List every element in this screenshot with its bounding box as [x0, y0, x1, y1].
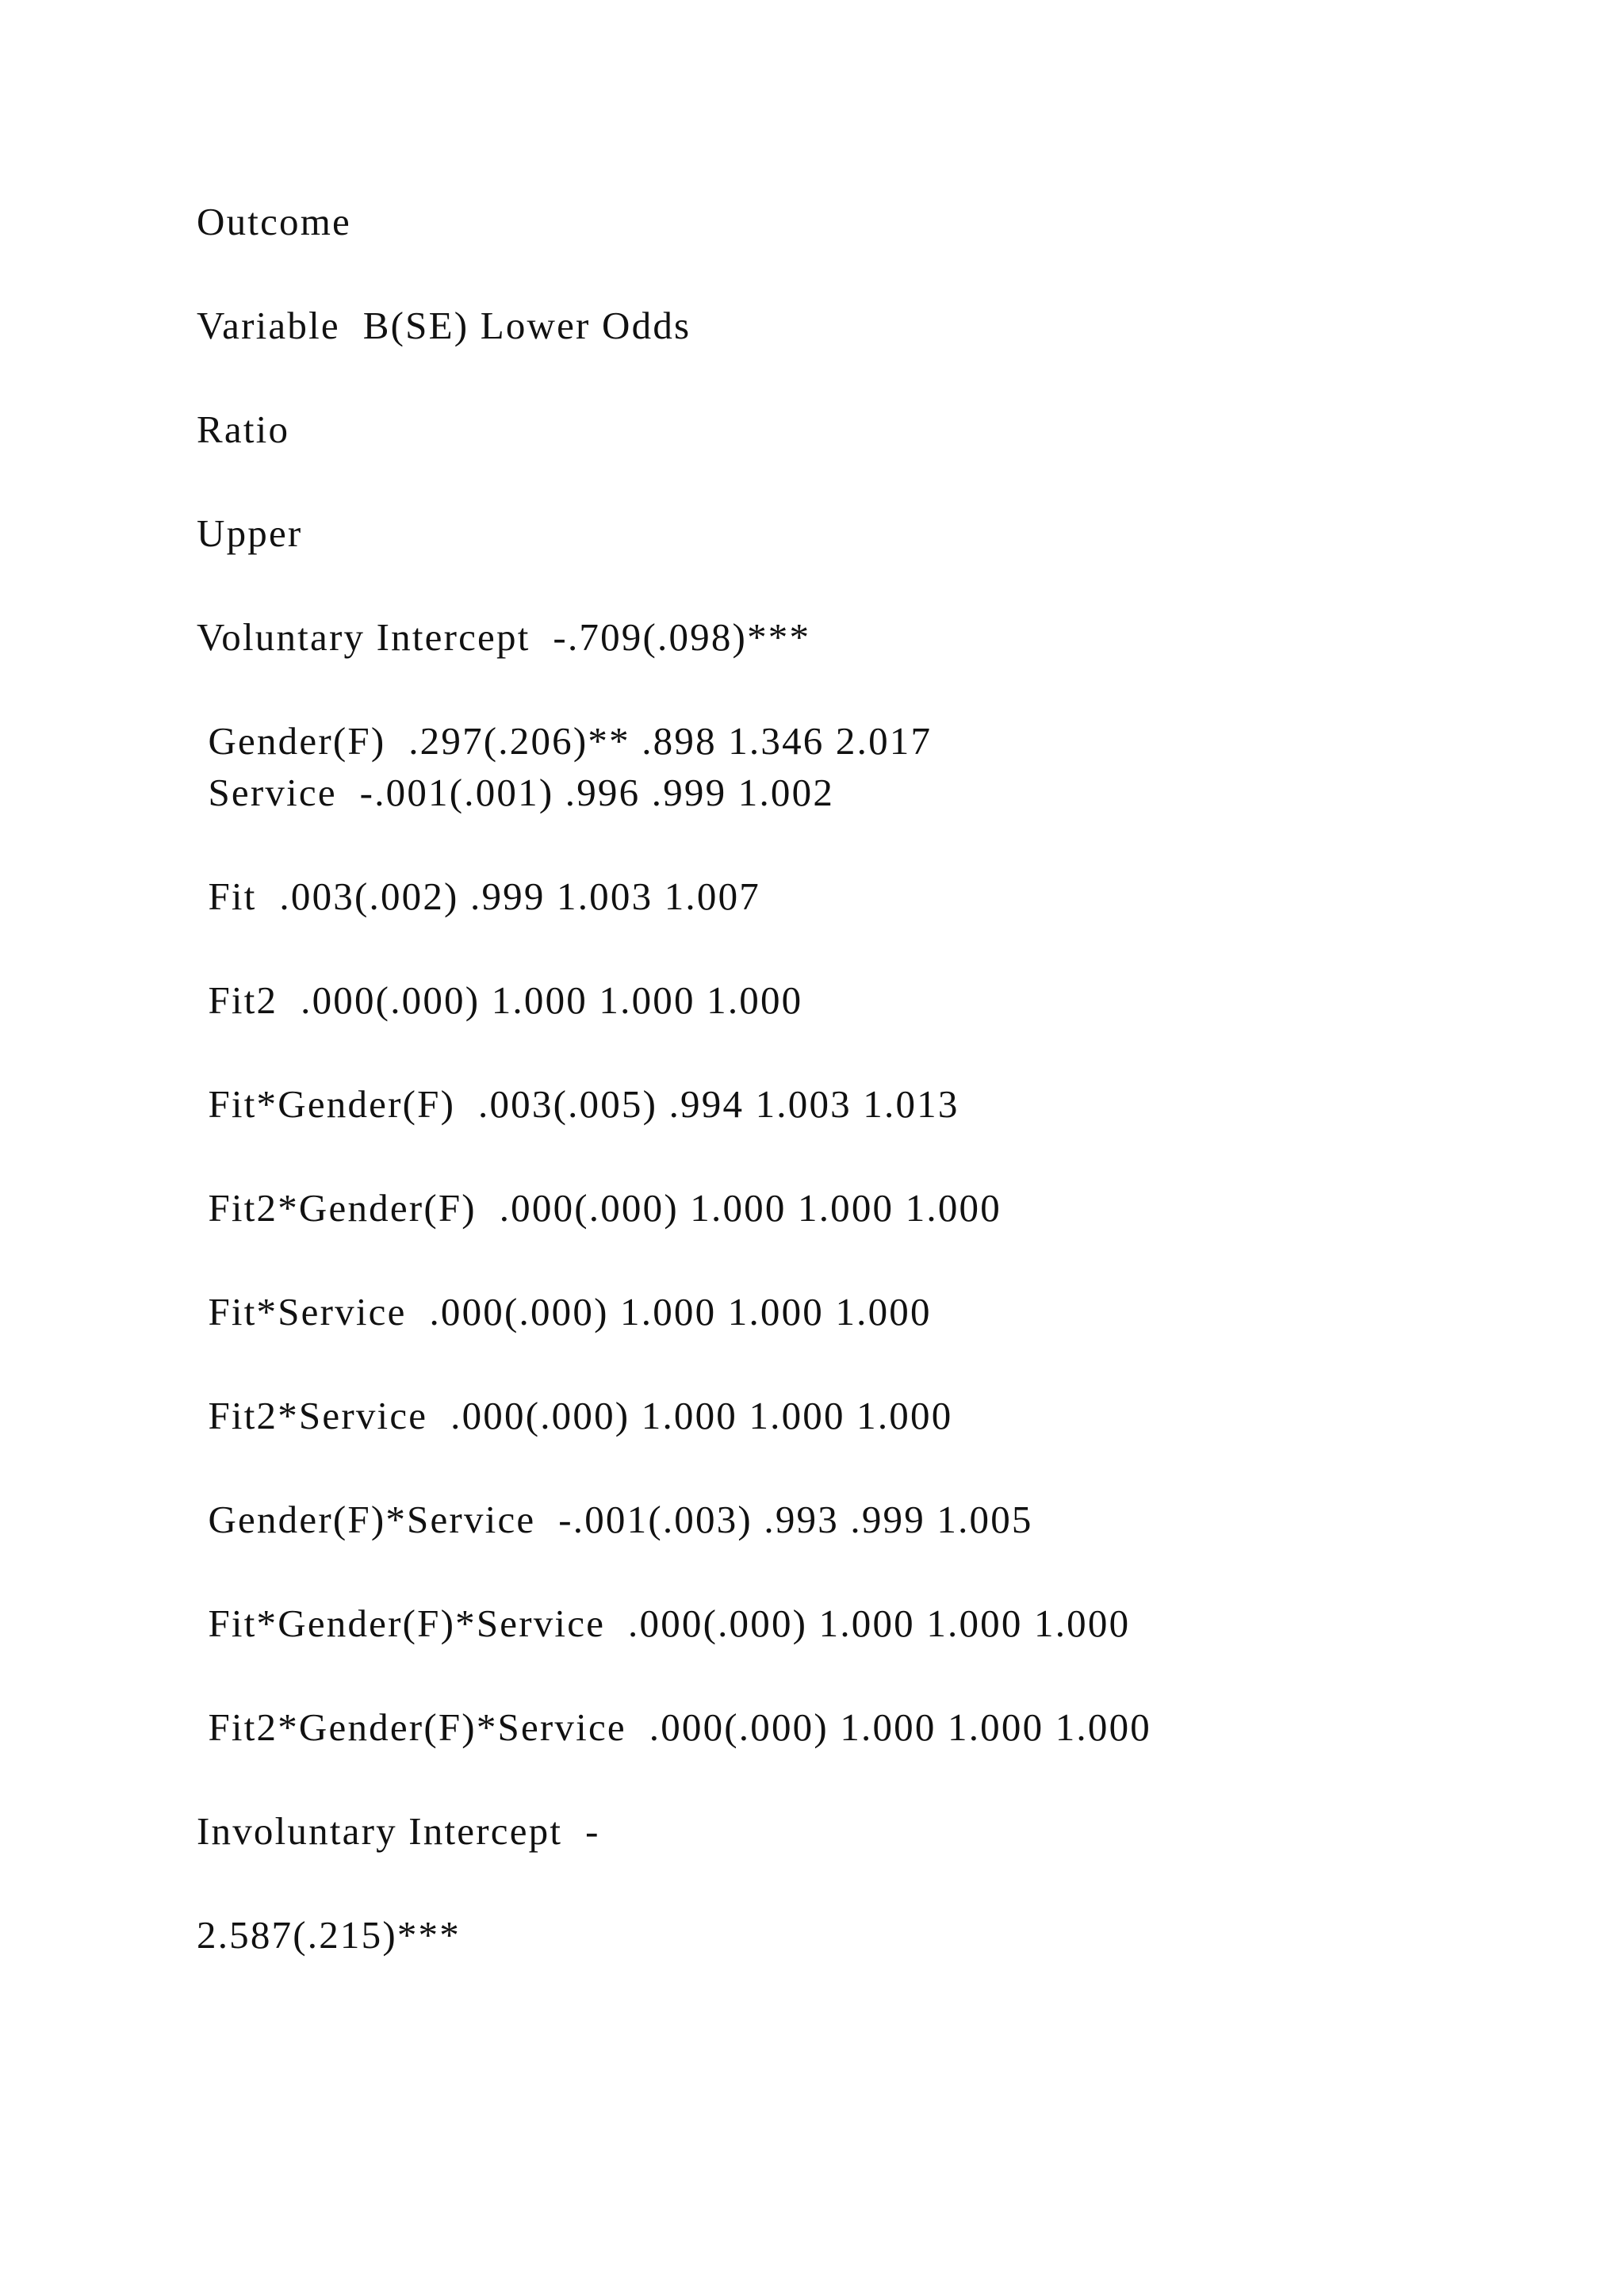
- text-line-voluntary-intercept: Voluntary Intercept -.709(.098)***: [197, 615, 811, 659]
- text-line-fit2-gender-service: Fit2*Gender(F)*Service .000(.000) 1.000 1.000 1.000: [197, 1705, 1151, 1749]
- text-line-fit-service: Fit*Service .000(.000) 1.000 1.000 1.000: [197, 1290, 932, 1334]
- text-line-fit2-gender: Fit2*Gender(F) .000(.000) 1.000 1.000 1.000: [197, 1186, 1002, 1230]
- text-line-fit2-service: Fit2*Service .000(.000) 1.000 1.000 1.000: [197, 1394, 953, 1437]
- text-line-service: Service -.001(.001) .996 .999 1.002: [197, 771, 835, 814]
- text-line-fit2: Fit2 .000(.000) 1.000 1.000 1.000: [197, 978, 803, 1022]
- text-line-outcome: Outcome: [197, 200, 352, 243]
- text-line-fit-gender-service: Fit*Gender(F)*Service .000(.000) 1.000 1.000 1.000: [197, 1601, 1131, 1645]
- text-line-ratio: Ratio: [197, 408, 290, 451]
- text-line-variable-header: Variable B(SE) Lower Odds: [197, 304, 691, 347]
- text-line-fit: Fit .003(.002) .999 1.003 1.007: [197, 874, 760, 918]
- text-line-upper: Upper: [197, 511, 303, 555]
- text-line-involuntary-intercept: Involuntary Intercept -: [197, 1809, 600, 1853]
- text-line-gender-service: Gender(F)*Service -.001(.003) .993 .999 1.005: [197, 1498, 1033, 1541]
- text-line-fit-gender: Fit*Gender(F) .003(.005) .994 1.003 1.013: [197, 1082, 959, 1126]
- text-line-involuntary-estimate: 2.587(.215)***: [197, 1913, 461, 1957]
- text-line-gender: Gender(F) .297(.206)** .898 1.346 2.017: [197, 719, 933, 763]
